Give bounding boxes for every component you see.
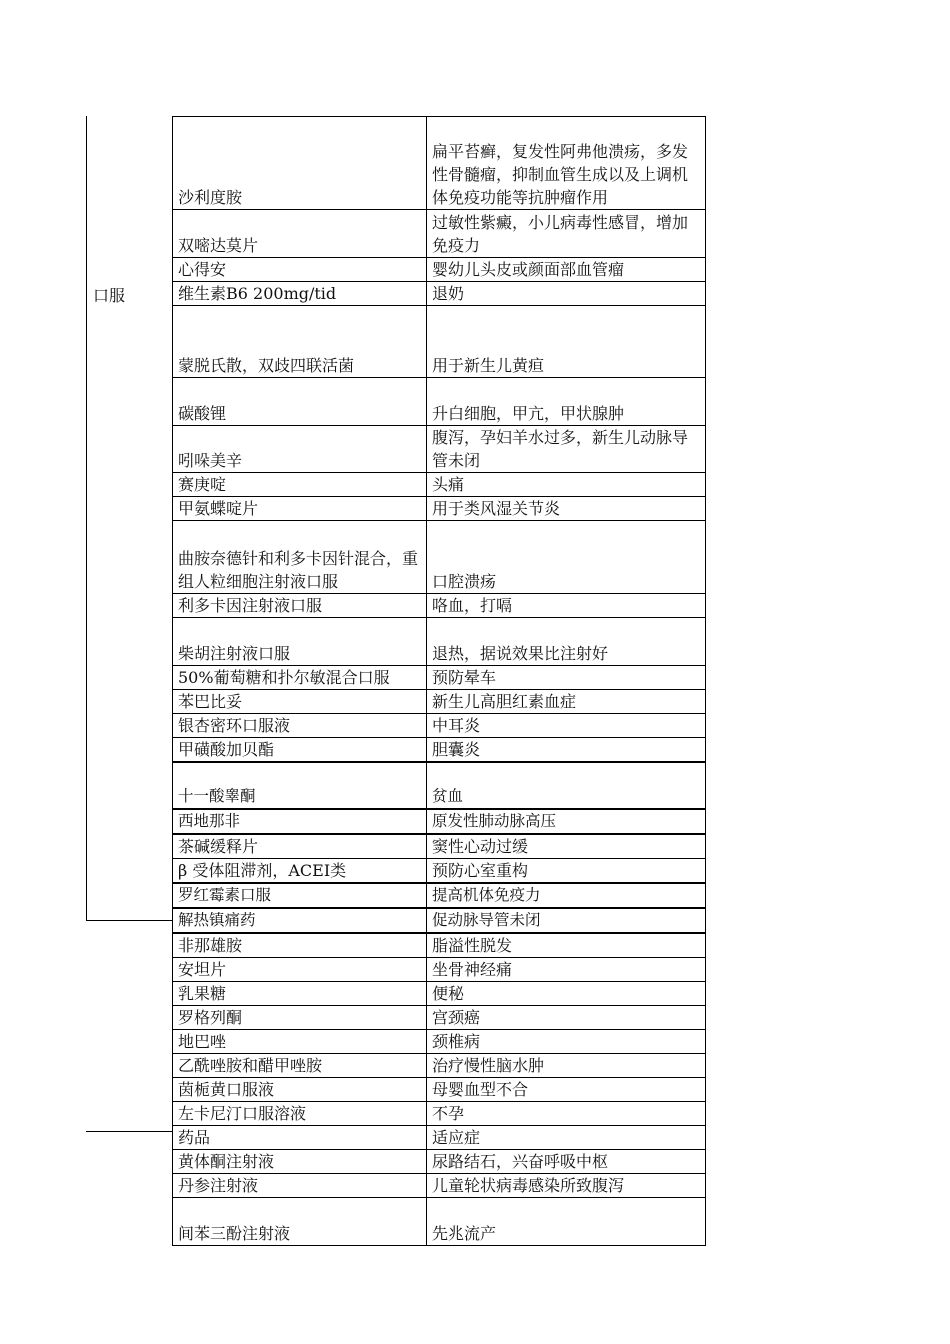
table-row bbox=[173, 714, 706, 738]
indication-cell: 儿童轮状病毒感染所致腹泻 bbox=[427, 1174, 706, 1198]
indication-cell: 脂溢性脱发 bbox=[427, 933, 706, 958]
drug-cell: 丹参注射液 bbox=[173, 1174, 427, 1198]
table-row bbox=[173, 521, 706, 594]
table-row bbox=[173, 210, 706, 258]
indication-cell: 用于类风湿关节炎 bbox=[427, 497, 706, 521]
drug-cell: 曲胺奈德针和利多卡因针混合，重组人粒细胞注射液口服 bbox=[173, 521, 427, 594]
table-row bbox=[173, 497, 706, 521]
route-divider bbox=[86, 920, 172, 921]
drug-cell: 甲磺酸加贝酯 bbox=[173, 738, 427, 763]
drug-cell: 甲氨蝶啶片 bbox=[173, 497, 427, 521]
indication-cell: 胆囊炎 bbox=[427, 738, 706, 763]
table-row bbox=[173, 883, 706, 908]
table-row bbox=[173, 473, 706, 497]
drug-cell: 茵栀黄口服液 bbox=[173, 1078, 427, 1102]
table-row bbox=[173, 690, 706, 714]
drug-cell: 吲哚美辛 bbox=[173, 426, 427, 473]
table-row bbox=[173, 618, 706, 666]
table-row bbox=[173, 859, 706, 884]
indication-cell: 不孕 bbox=[427, 1102, 706, 1126]
drug-cell: 柴胡注射液口服 bbox=[173, 618, 427, 666]
indication-cell: 新生儿高胆红素血症 bbox=[427, 690, 706, 714]
table-row bbox=[173, 958, 706, 982]
drug-cell: 罗格列酮 bbox=[173, 1006, 427, 1030]
drug-cell: 赛庚啶 bbox=[173, 473, 427, 497]
indication-cell: 过敏性紫癜，小儿病毒性感冒，增加免疫力 bbox=[427, 210, 706, 258]
indication-cell: 颈椎病 bbox=[427, 1030, 706, 1054]
drug-cell: 西地那非 bbox=[173, 809, 427, 834]
table-row bbox=[173, 378, 706, 426]
table-row bbox=[173, 1150, 706, 1174]
indication-cell: 退热，据说效果比注射好 bbox=[427, 618, 706, 666]
indication-cell: 原发性肺动脉高压 bbox=[427, 809, 706, 834]
drug-cell: β 受体阻滞剂，ACEI类 bbox=[173, 859, 427, 884]
drug-cell: 左卡尼汀口服溶液 bbox=[173, 1102, 427, 1126]
drug-cell: 乙酰唑胺和醋甲唑胺 bbox=[173, 1054, 427, 1078]
drug-cell: 银杏密环口服液 bbox=[173, 714, 427, 738]
indication-cell: 提高机体免疫力 bbox=[427, 883, 706, 908]
indication-cell: 预防心室重构 bbox=[427, 859, 706, 884]
table-row bbox=[173, 809, 706, 834]
indication-cell: 便秘 bbox=[427, 982, 706, 1006]
indication-cell: 母婴血型不合 bbox=[427, 1078, 706, 1102]
indication-cell: 预防晕车 bbox=[427, 666, 706, 690]
indication-cell: 婴幼儿头皮或颜面部血管瘤 bbox=[427, 258, 706, 282]
drug-cell: 沙利度胺 bbox=[173, 117, 427, 210]
indication-cell: 治疗慢性脑水肿 bbox=[427, 1054, 706, 1078]
indication-cell: 尿路结石，兴奋呼吸中枢 bbox=[427, 1150, 706, 1174]
table-row bbox=[173, 1174, 706, 1198]
table-row bbox=[173, 1006, 706, 1030]
drug-cell: 十一酸睾酮 bbox=[173, 762, 427, 809]
table-row bbox=[173, 666, 706, 690]
drug-cell: 心得安 bbox=[173, 258, 427, 282]
table-row bbox=[173, 1198, 706, 1246]
drug-cell: 50%葡萄糖和扑尔敏混合口服 bbox=[173, 666, 427, 690]
indication-cell: 适应症 bbox=[427, 1126, 706, 1150]
indication-cell: 中耳炎 bbox=[427, 714, 706, 738]
drug-cell: 维生素B6 200mg/tid bbox=[173, 282, 427, 306]
table-row bbox=[173, 982, 706, 1006]
table-row bbox=[173, 762, 706, 809]
table-row bbox=[173, 258, 706, 282]
drug-cell: 罗红霉素口服 bbox=[173, 883, 427, 908]
drug-cell: 碳酸锂 bbox=[173, 378, 427, 426]
indication-cell: 坐骨神经痛 bbox=[427, 958, 706, 982]
drug-cell: 茶碱缓释片 bbox=[173, 834, 427, 859]
table-row bbox=[173, 1078, 706, 1102]
drug-cell: 地巴唑 bbox=[173, 1030, 427, 1054]
indication-cell: 用于新生儿黄疸 bbox=[427, 306, 706, 378]
table-row bbox=[173, 117, 706, 210]
drug-cell: 蒙脱氏散，双歧四联活菌 bbox=[173, 306, 427, 378]
drug-cell: 苯巴比妥 bbox=[173, 690, 427, 714]
route-label: 口服 bbox=[93, 286, 126, 305]
table-row bbox=[173, 933, 706, 958]
table-row bbox=[173, 834, 706, 859]
drug-cell: 安坦片 bbox=[173, 958, 427, 982]
indication-cell: 促动脉导管未闭 bbox=[427, 908, 706, 933]
indication-cell: 扁平苔癣，复发性阿弗他溃疡，多发性骨髓瘤，抑制血管生成以及上调机体免疫功能等抗肿瘤作用 bbox=[427, 117, 706, 210]
table-row bbox=[173, 1030, 706, 1054]
drug-cell: 乳果糖 bbox=[173, 982, 427, 1006]
table-row bbox=[173, 1126, 706, 1150]
indication-cell: 升白细胞，甲亢，甲状腺肿 bbox=[427, 378, 706, 426]
drug-indication-table bbox=[172, 116, 706, 1246]
table-row bbox=[173, 1102, 706, 1126]
indication-cell: 腹泻，孕妇羊水过多，新生儿动脉导管未闭 bbox=[427, 426, 706, 473]
indication-cell: 贫血 bbox=[427, 762, 706, 809]
indication-cell: 口腔溃疡 bbox=[427, 521, 706, 594]
table-row bbox=[173, 426, 706, 473]
route-divider bbox=[86, 1131, 172, 1132]
table-row bbox=[173, 908, 706, 933]
table-row bbox=[173, 306, 706, 378]
drug-cell: 黄体酮注射液 bbox=[173, 1150, 427, 1174]
route-column bbox=[86, 116, 173, 920]
indication-cell: 宫颈癌 bbox=[427, 1006, 706, 1030]
drug-cell: 解热镇痛药 bbox=[173, 908, 427, 933]
drug-cell: 非那雄胺 bbox=[173, 933, 427, 958]
indication-cell: 退奶 bbox=[427, 282, 706, 306]
indication-cell: 先兆流产 bbox=[427, 1198, 706, 1246]
table-row bbox=[173, 1054, 706, 1078]
table-row bbox=[173, 738, 706, 763]
table-row bbox=[173, 594, 706, 618]
drug-cell: 药品 bbox=[173, 1126, 427, 1150]
indication-cell: 头痛 bbox=[427, 473, 706, 497]
drug-cell: 利多卡因注射液口服 bbox=[173, 594, 427, 618]
drug-cell: 双嘧达莫片 bbox=[173, 210, 427, 258]
drug-cell: 间苯三酚注射液 bbox=[173, 1198, 427, 1246]
table-row bbox=[173, 282, 706, 306]
indication-cell: 窦性心动过缓 bbox=[427, 834, 706, 859]
indication-cell: 咯血，打嗝 bbox=[427, 594, 706, 618]
